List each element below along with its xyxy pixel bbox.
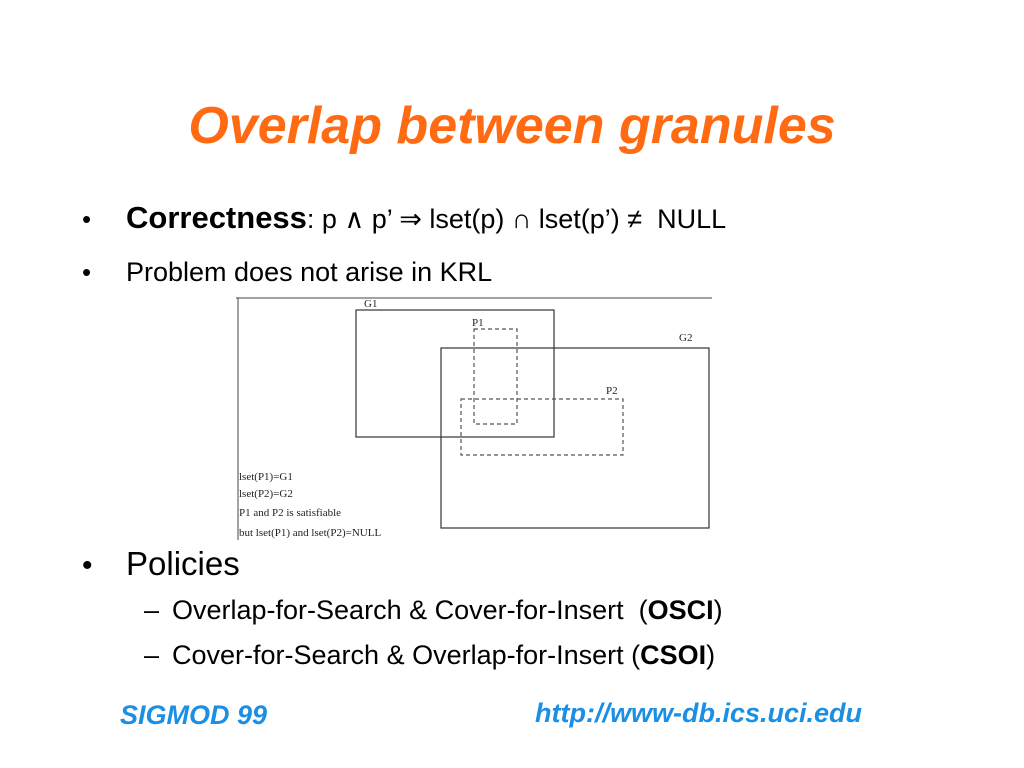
correctness-formula: : p ∧ p’ ⇒ lset(p) ∩ lset(p’) ≠ NULL bbox=[306, 204, 727, 234]
policies-text: Policies bbox=[126, 545, 240, 582]
bullet-dot: • bbox=[82, 204, 92, 234]
correctness-label: Correctness bbox=[126, 200, 307, 235]
predicate-p1-box bbox=[474, 329, 517, 424]
policy-csoi bbox=[144, 640, 715, 671]
p2-label: P2 bbox=[606, 385, 618, 397]
granule-diagram bbox=[236, 296, 712, 540]
csoi-text: Cover-for-Search & Overlap-for-Insert ( bbox=[172, 640, 641, 670]
bullet-dot: • bbox=[82, 549, 93, 582]
policy-osci bbox=[144, 595, 723, 626]
p1-label: P1 bbox=[472, 317, 484, 329]
bullet-correctness bbox=[82, 200, 726, 236]
dash-marker: – bbox=[144, 595, 160, 625]
bullet-krl bbox=[82, 257, 492, 288]
bullet-dot: • bbox=[82, 257, 92, 287]
dash-marker: – bbox=[144, 640, 160, 670]
csoi-acronym: CSOI bbox=[640, 640, 707, 670]
granule-g2-box bbox=[441, 348, 709, 528]
figure-note-3: P1 and P2 is satisfiable bbox=[239, 507, 342, 519]
footer-url[interactable]: http://www-db.ics.uci.edu bbox=[535, 698, 862, 728]
figure-note-4: but lset(P1) and lset(P2)=NULL bbox=[239, 527, 382, 539]
figure-note-1: lset(P1)=G1 bbox=[239, 471, 293, 483]
predicate-p2-box bbox=[461, 399, 623, 455]
granule-overlap-figure bbox=[236, 296, 712, 540]
osci-acronym: OSCI bbox=[647, 595, 714, 625]
osci-text: Overlap-for-Search & Cover-for-Insert ( bbox=[172, 595, 648, 625]
g2-label: G2 bbox=[679, 332, 693, 344]
csoi-close: ) bbox=[706, 640, 716, 670]
bullet-policies bbox=[82, 545, 240, 583]
osci-close: ) bbox=[713, 595, 723, 625]
slide-title: Overlap between granules bbox=[188, 97, 836, 155]
footer-conference: SIGMOD 99 bbox=[120, 700, 268, 730]
figure-note-2: lset(P2)=G2 bbox=[239, 488, 293, 500]
granule-g1-box bbox=[356, 310, 554, 437]
krl-text: Problem does not arise in KRL bbox=[126, 257, 493, 287]
g1-label: G1 bbox=[364, 298, 378, 310]
